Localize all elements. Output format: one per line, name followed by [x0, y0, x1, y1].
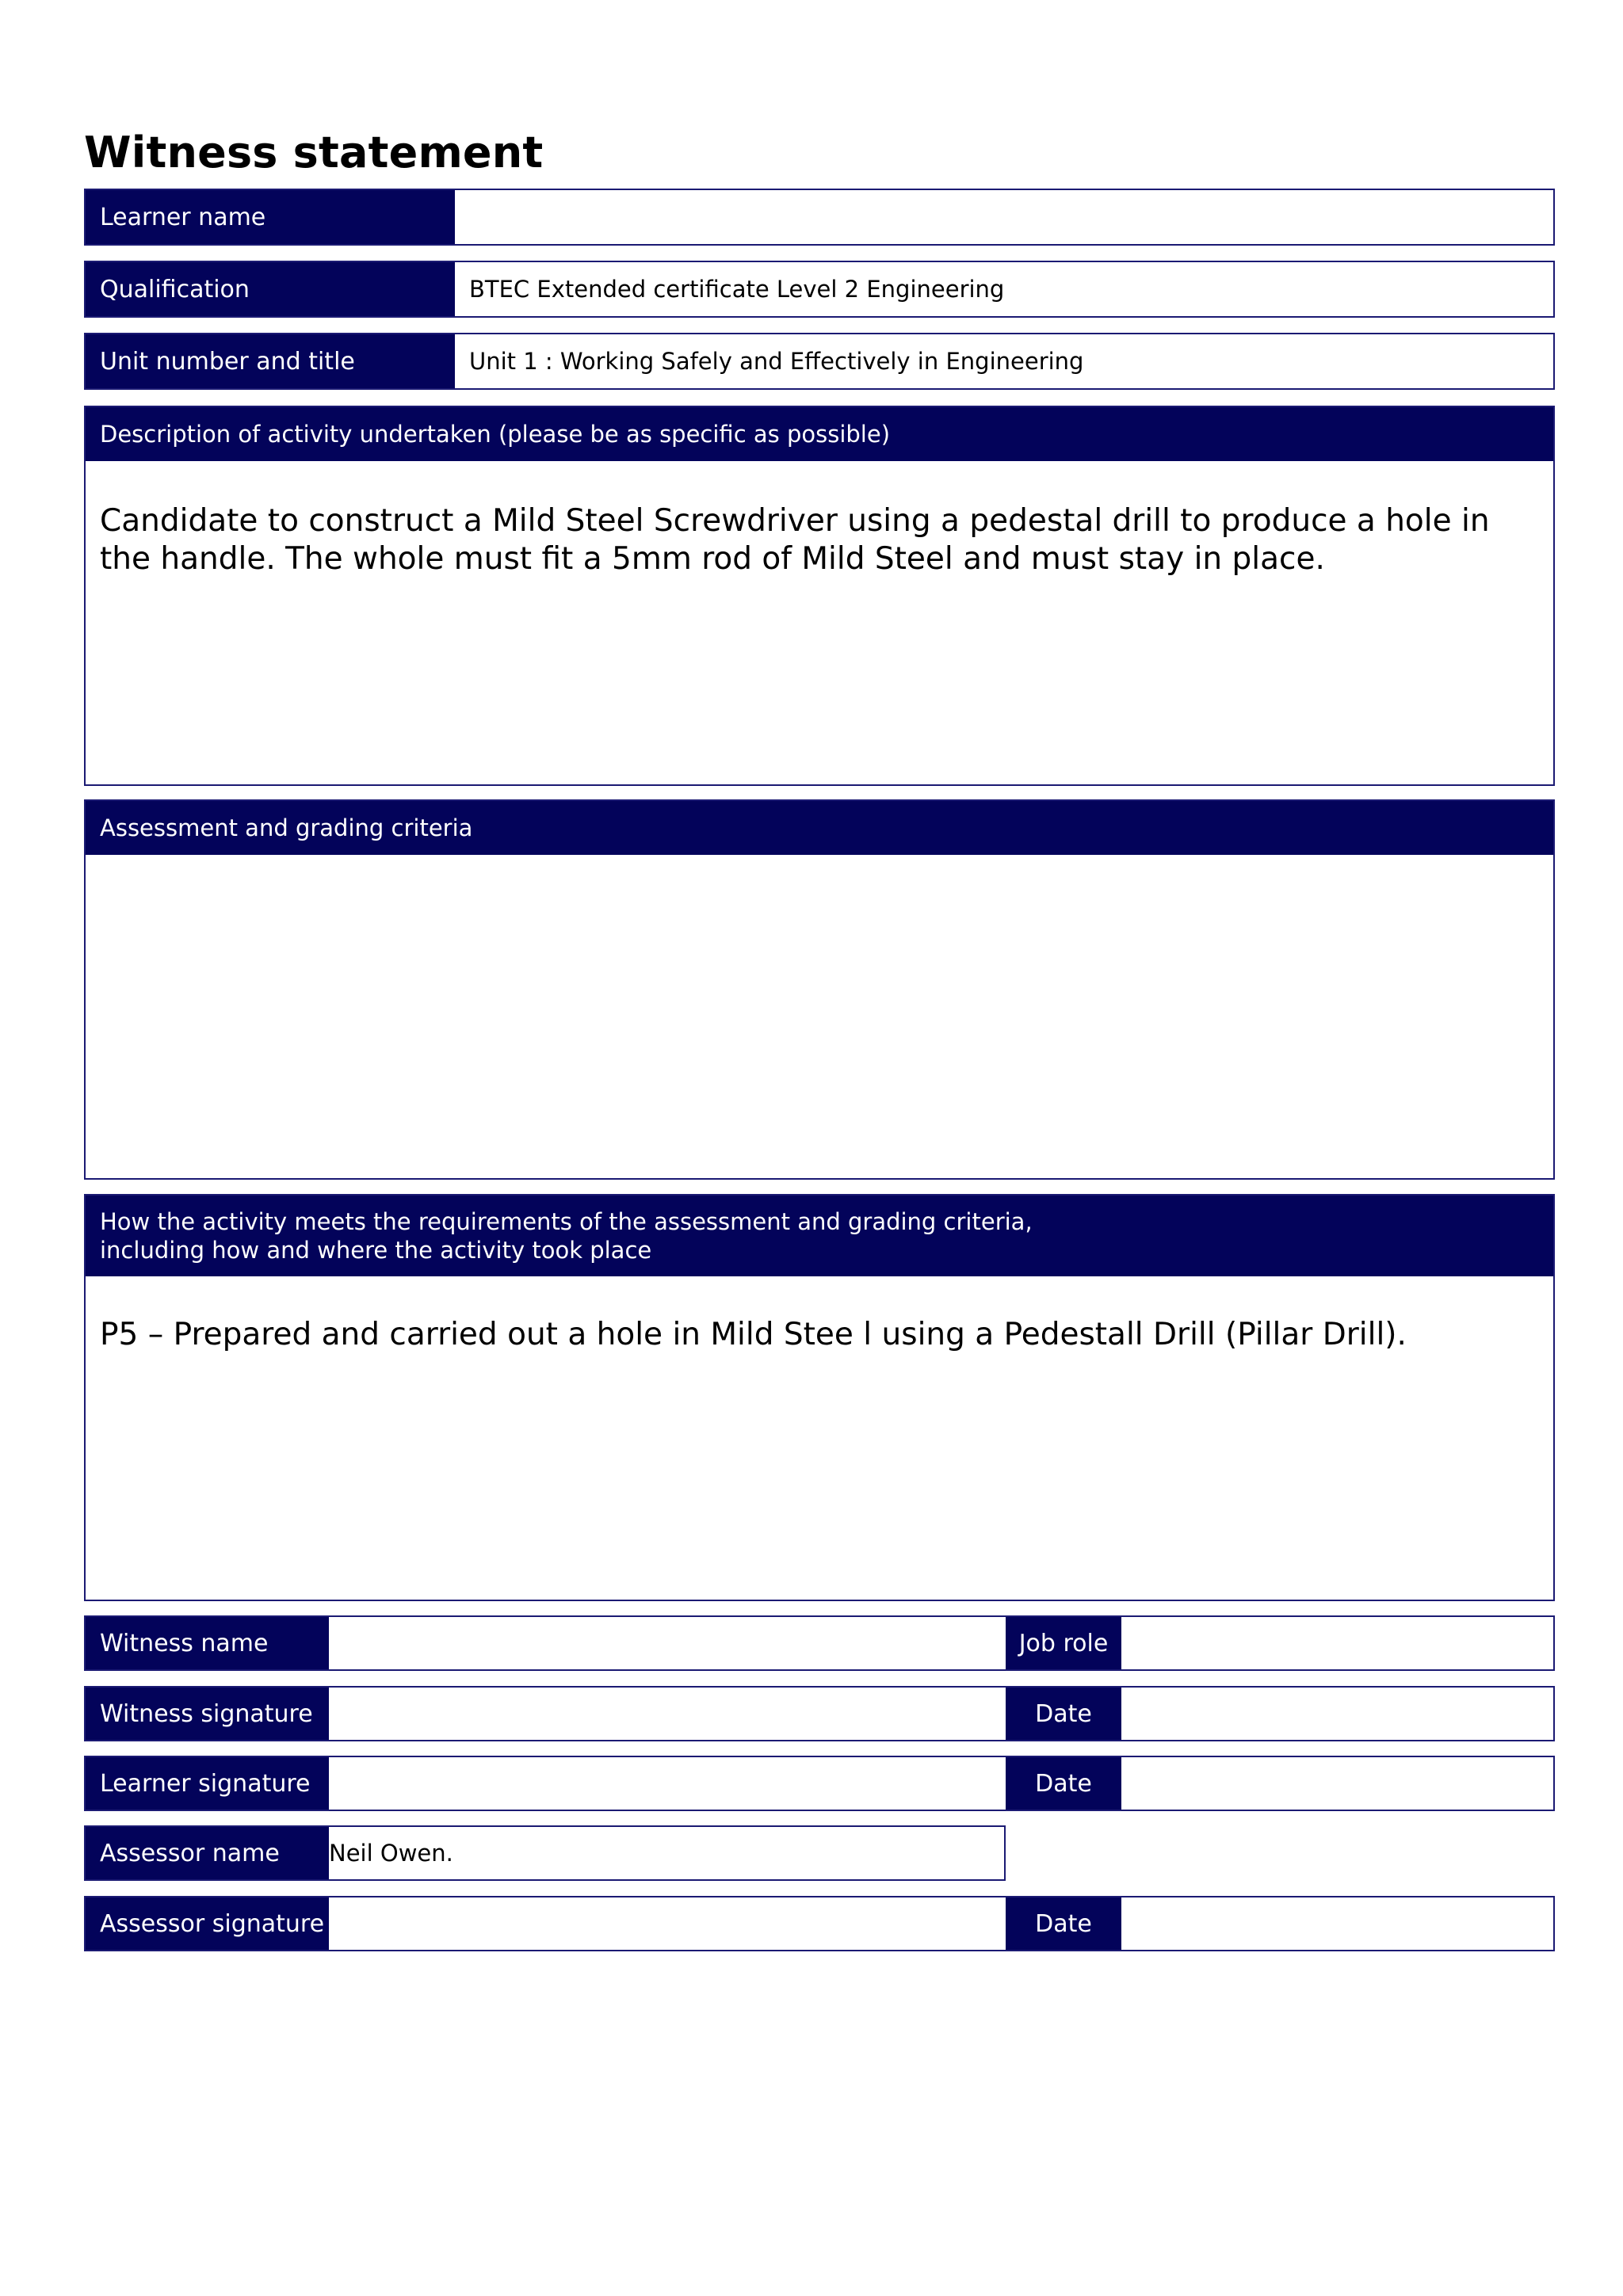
qualification-label: Qualification: [86, 262, 455, 316]
witness-date-field[interactable]: [1121, 1688, 1553, 1740]
assessor-signature-field[interactable]: [329, 1897, 1006, 1950]
assessor-name-label: Assessor name: [86, 1827, 329, 1879]
unit-field[interactable]: Unit 1 : Working Safely and Effectively in Engineering: [469, 348, 1084, 375]
witness-name-row: [84, 1615, 1555, 1671]
assessor-signature-row: [84, 1896, 1555, 1951]
unit-label: Unit number and title: [86, 334, 455, 388]
assessor-name-row: [84, 1825, 1006, 1881]
witness-signature-label: Witness signature: [86, 1688, 329, 1740]
learner-date-field[interactable]: [1121, 1757, 1553, 1810]
witness-name-label: Witness name: [86, 1617, 329, 1669]
description-text[interactable]: Candidate to construct a Mild Steel Screwdriver using a pedestal drill to produce a hole in the handle. The whole must fit a 5mm rod of Mild Steel and must stay in place.: [100, 503, 1490, 577]
learner-date-label: Date: [1006, 1757, 1121, 1810]
job-role-label: Job role: [1006, 1617, 1121, 1669]
how-header: [86, 1196, 1553, 1276]
assessor-date-field[interactable]: [1121, 1897, 1553, 1950]
unit-row: [84, 333, 1555, 390]
witness-signature-row: [84, 1686, 1555, 1741]
criteria-header: Assessment and grading criteria: [86, 801, 1553, 855]
learner-signature-row: [84, 1756, 1555, 1811]
qualification-field[interactable]: BTEC Extended certificate Level 2 Engineering: [469, 276, 1005, 303]
job-role-field[interactable]: [1121, 1617, 1553, 1669]
assessor-signature-label: Assessor signature: [86, 1897, 329, 1950]
how-header-line2: including how and where the activity took place: [100, 1237, 652, 1264]
witness-date-label: Date: [1006, 1688, 1121, 1740]
assessor-date-label: Date: [1006, 1897, 1121, 1950]
how-header-line1: How the activity meets the requirements of the assessment and grading criteria,: [100, 1208, 1033, 1235]
description-section: [84, 406, 1555, 786]
witness-signature-field[interactable]: [329, 1688, 1006, 1740]
learner-signature-field[interactable]: [329, 1757, 1006, 1810]
qualification-row: [84, 261, 1555, 318]
learner-name-label: Learner name: [86, 190, 455, 244]
description-header: Description of activity undertaken (please be as specific as possible): [86, 407, 1553, 461]
page-title: Witness statement: [84, 128, 544, 177]
assessor-name-field[interactable]: Neil Owen.: [329, 1840, 453, 1867]
learner-name-row: [84, 189, 1555, 246]
learner-name-field[interactable]: [455, 190, 1553, 244]
criteria-section: [84, 799, 1555, 1180]
learner-signature-label: Learner signature: [86, 1757, 329, 1810]
how-section: [84, 1194, 1555, 1601]
how-text[interactable]: P5 – Prepared and carried out a hole in Mild Stee l using a Pedestall Drill (Pillar Drill).: [100, 1317, 1407, 1352]
witness-name-field[interactable]: [329, 1617, 1006, 1669]
